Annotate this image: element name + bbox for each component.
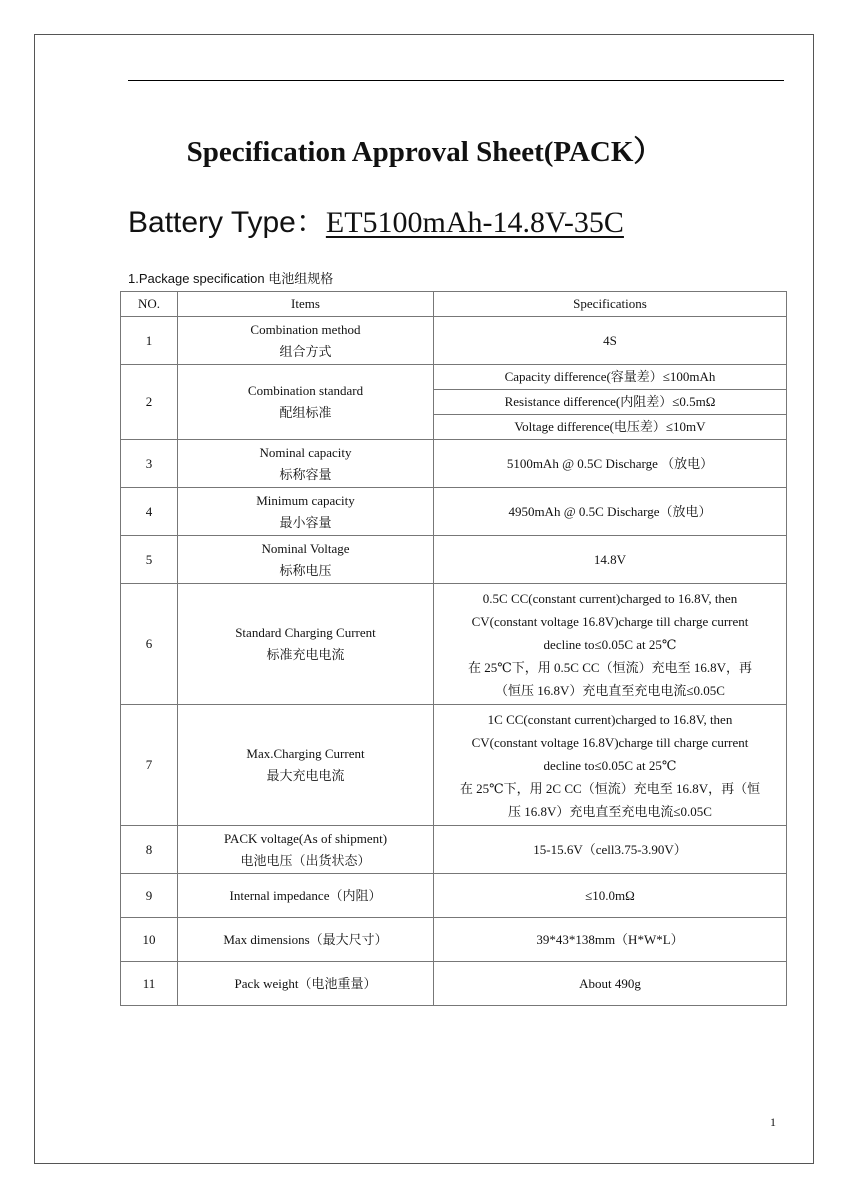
table-row <box>121 317 787 365</box>
row-spec: Voltage difference(电压差）≤10mV <box>434 415 787 440</box>
spec-line: CV(constant voltage 16.8V)charge till charge current <box>471 734 749 750</box>
row-spec: 15-15.6V（cell3.75-3.90V） <box>434 826 787 874</box>
header-rule <box>128 80 784 81</box>
row-item <box>178 317 434 365</box>
spec-line: 在 25℃下，用 2C CC（恒流）充电至 16.8V，再（恒 <box>459 780 761 796</box>
header-items: Items <box>178 292 434 317</box>
row-spec: ≤10.0mΩ <box>434 874 787 918</box>
item-en: Combination standard <box>247 383 364 398</box>
table-row <box>121 365 787 390</box>
battery-type-value: ET5100mAh-14.8V-35C <box>325 206 624 239</box>
item-en: Max.Charging Current <box>246 746 365 761</box>
table-row <box>121 488 787 536</box>
table-row <box>121 536 787 584</box>
spec-line: CV(constant voltage 16.8V)charge till charge current <box>471 613 749 629</box>
table-row <box>121 826 787 874</box>
item-cn: 电池电压（出货状态） <box>240 852 371 868</box>
spec-line: 压 16.8V）充电直至充电电流≤0.05C <box>508 803 712 819</box>
row-number: 10 <box>121 918 178 962</box>
spec-line: decline to≤0.05C at 25℃ <box>543 636 677 652</box>
header-specifications: Specifications <box>434 292 787 317</box>
item-cn: 标称电压 <box>279 562 332 578</box>
row-number: 1 <box>121 317 178 365</box>
row-number: 11 <box>121 962 178 1006</box>
row-item <box>178 826 434 874</box>
row-spec: Resistance difference(内阻差）≤0.5mΩ <box>434 390 787 415</box>
section-caption: 1.Package specification 电池组规格 <box>128 271 334 286</box>
page-number: 1 <box>770 1115 776 1129</box>
row-item <box>178 584 434 705</box>
row-spec: 39*43*138mm（H*W*L） <box>434 918 787 962</box>
item-en: Combination method <box>250 321 361 337</box>
item-cn: 组合方式 <box>279 343 332 359</box>
row-spec: 5100mAh @ 0.5C Discharge （放电） <box>434 440 787 488</box>
table-row <box>121 918 787 962</box>
row-spec: 4950mAh @ 0.5C Discharge（放电） <box>434 488 787 536</box>
row-item <box>178 536 434 584</box>
row-number: 2 <box>121 365 178 440</box>
item-en: Nominal Voltage <box>261 540 350 556</box>
row-spec: Capacity difference(容量差）≤100mAh <box>434 365 787 390</box>
table-row <box>121 705 787 826</box>
row-spec <box>434 584 787 705</box>
table-row <box>121 440 787 488</box>
row-item: Max dimensions（最大尺寸） <box>178 918 434 962</box>
row-item <box>178 440 434 488</box>
row-number: 6 <box>121 584 178 705</box>
item-cn: 标称容量 <box>279 466 332 482</box>
row-number: 4 <box>121 488 178 536</box>
table-row <box>121 874 787 918</box>
table-row <box>121 584 787 705</box>
row-item: Pack weight（电池重量） <box>178 962 434 1006</box>
row-item <box>178 488 434 536</box>
row-number: 9 <box>121 874 178 918</box>
spec-table <box>120 291 787 1006</box>
item-en: PACK voltage(As of shipment) <box>223 830 388 846</box>
row-spec: 4S <box>434 317 787 365</box>
row-number: 3 <box>121 440 178 488</box>
item-en: Minimum capacity <box>256 492 355 508</box>
header-no: NO. <box>121 292 178 317</box>
row-spec <box>434 705 787 826</box>
table-header-row <box>121 292 787 317</box>
row-spec: 14.8V <box>434 536 787 584</box>
spec-line: 0.5C CC(constant current)charged to 16.8V, then <box>482 590 738 606</box>
item-cn: 最小容量 <box>279 514 332 530</box>
battery-type-line <box>128 203 624 243</box>
item-en: Standard Charging Current <box>235 625 376 640</box>
item-cn: 配组标准 <box>279 405 332 420</box>
item-cn: 最大充电电流 <box>266 768 345 783</box>
row-item: Internal impedance（内阻） <box>178 874 434 918</box>
item-en: Nominal capacity <box>259 444 352 460</box>
battery-type-label: Battery Type： <box>128 206 326 239</box>
spec-line: decline to≤0.05C at 25℃ <box>543 757 677 773</box>
row-item <box>178 365 434 440</box>
spec-line: 1C CC(constant current)charged to 16.8V, then <box>487 711 733 727</box>
row-number: 7 <box>121 705 178 826</box>
item-cn: 标准充电电流 <box>266 647 345 662</box>
row-number: 5 <box>121 536 178 584</box>
spec-line: 在 25℃下，用 0.5C CC（恒流）充电至 16.8V，再 <box>468 659 752 675</box>
row-item <box>178 705 434 826</box>
row-spec: About 490g <box>434 962 787 1006</box>
spec-line: （恒压 16.8V）充电直至充电电流≤0.05C <box>495 682 725 698</box>
document-title: Specification Approval Sheet(PACK） <box>186 136 663 168</box>
row-number: 8 <box>121 826 178 874</box>
table-row <box>121 962 787 1006</box>
